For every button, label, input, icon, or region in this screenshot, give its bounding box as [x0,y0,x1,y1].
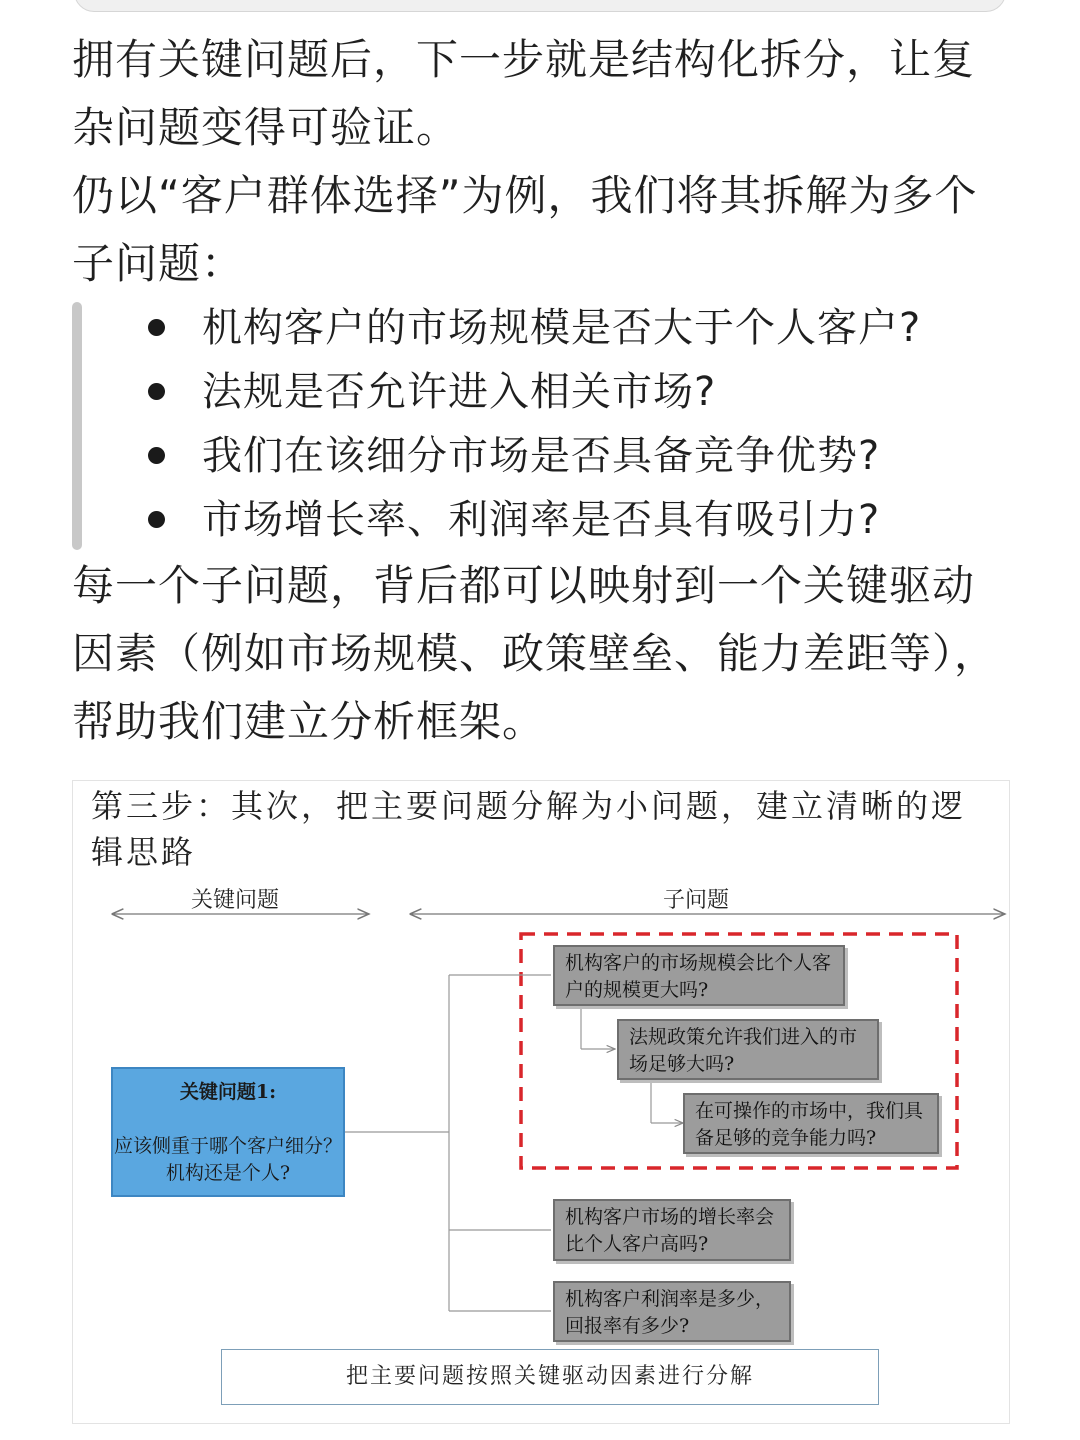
sub-question-column-label: 子问题 [663,888,730,913]
sub-question-box: 机构客户市场的增长率会比个人客户高吗? [553,1199,791,1261]
bullet-icon [148,447,165,464]
sub-question-box: 机构客户利润率是多少，回报率有多少? [553,1281,791,1342]
list-item-text: 我们在该细分市场是否具备竞争优势? [202,433,881,479]
bullet-icon [148,383,165,400]
figure-title: 第三步：其次，把主要问题分解为小问题，建立清晰的逻辑思路 [91,787,967,871]
figure-footer-caption: 把主要问题按照关键驱动因素进行分解 [221,1349,879,1405]
list-item [140,488,921,552]
bullet-icon [148,319,165,336]
bullet-icon [148,511,165,528]
blockquote-bar [72,302,82,550]
list-item-text: 法规是否允许进入相关市场? [202,369,717,415]
sub-question-list [140,296,921,552]
sub-question-box: 在可操作的市场中，我们具备足够的竞争能力吗? [683,1093,939,1154]
key-question-column-label: 关键问题 [191,888,280,913]
list-item-text: 机构客户的市场规模是否大于个人客户? [202,305,922,351]
list-item [140,360,921,424]
intro-paragraph-1: 拥有关键问题后，下一步就是结构化拆分，让复杂问题变得可验证。 [72,35,976,152]
key-question-body: 应该侧重于哪个客户细分？机构还是个人? [113,1135,342,1184]
sub-question-box: 机构客户的市场规模会比个人客户的规模更大吗? [553,945,845,1006]
intro-paragraph-2: 仍以“客户群体选择”为例，我们将其拆解为多个子问题： [72,171,978,288]
previous-card [74,0,1006,12]
sub-question-box: 法规政策允许我们进入的市场足够大吗? [617,1019,879,1080]
list-item [140,296,921,360]
issue-tree-figure [72,780,1010,1424]
intro-paragraph-3: 每一个子问题，背后都可以映射到一个关键驱动因素（例如市场规模、政策壁垒、能力差距等），帮助我们建立分析框架。 [72,561,998,746]
list-item-text: 市场增长率、利润率是否具有吸引力? [202,497,881,543]
key-question-box [111,1067,345,1197]
list-item [140,424,921,488]
key-question-title: 关键问题1: [179,1081,277,1103]
